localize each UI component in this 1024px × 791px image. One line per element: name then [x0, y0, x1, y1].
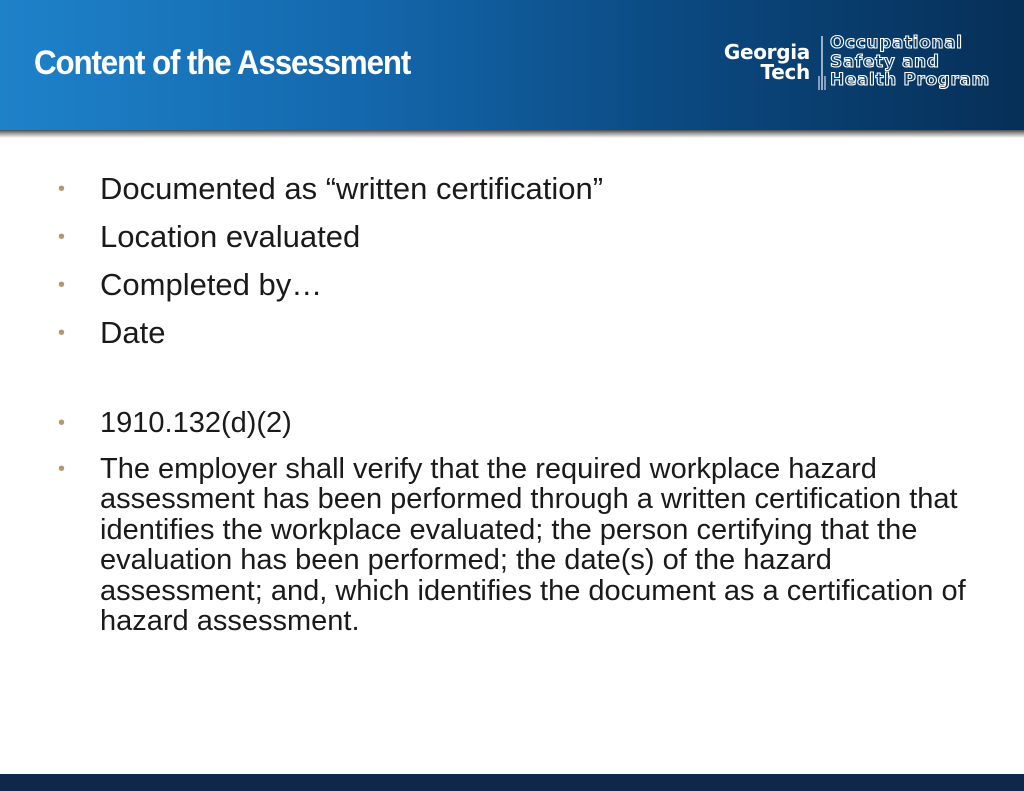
- bullet-icon: •: [58, 274, 66, 296]
- logo-program-line1: Occupational: [830, 33, 963, 53]
- regulation-citation: 1910.132(d)(2): [100, 407, 292, 439]
- logo-line1: Georgia: [723, 40, 810, 64]
- logo-program-line3: Health Program: [830, 70, 990, 90]
- list-item: [58, 408, 988, 439]
- list-item: [58, 165, 988, 213]
- list-item: [58, 309, 988, 357]
- bullet-text: Date: [100, 315, 166, 350]
- bullet-icon: •: [58, 226, 66, 248]
- primary-bullet-list: [58, 165, 988, 357]
- regulation-text: The employer shall verify that the required workplace hazard assessment has been performed through a written certification that identifies the workplace evaluated; the person certifying that the evaluation has been performed; the date(s) of the hazard assessment; and, which identifies the document as a certification of hazard assessment.: [100, 452, 966, 637]
- bullet-text: Completed by…: [100, 267, 323, 302]
- list-item: [58, 213, 988, 261]
- bullet-icon: •: [58, 178, 66, 200]
- bullet-text: Location evaluated: [100, 219, 361, 254]
- logo-program-line2: Safety and: [830, 51, 940, 72]
- georgia-tech-ohsp-logo: [704, 34, 1019, 94]
- logo-wordmark: [704, 42, 810, 82]
- list-item: [58, 454, 988, 637]
- logo-line2: Tech: [760, 60, 810, 84]
- logo-tower-icon: [818, 36, 826, 90]
- logo-program-name: [830, 34, 990, 90]
- list-item: [58, 261, 988, 309]
- bullet-icon: •: [58, 322, 66, 344]
- footer-bar: [0, 774, 1024, 791]
- bullet-icon: •: [58, 412, 66, 434]
- bullet-text: Documented as “written certification”: [100, 171, 604, 206]
- header-shadow: [0, 130, 1024, 138]
- slide-title: Content of the Assessment: [34, 44, 411, 82]
- regulation-bullet-list: [58, 408, 988, 652]
- bullet-icon: •: [58, 457, 66, 480]
